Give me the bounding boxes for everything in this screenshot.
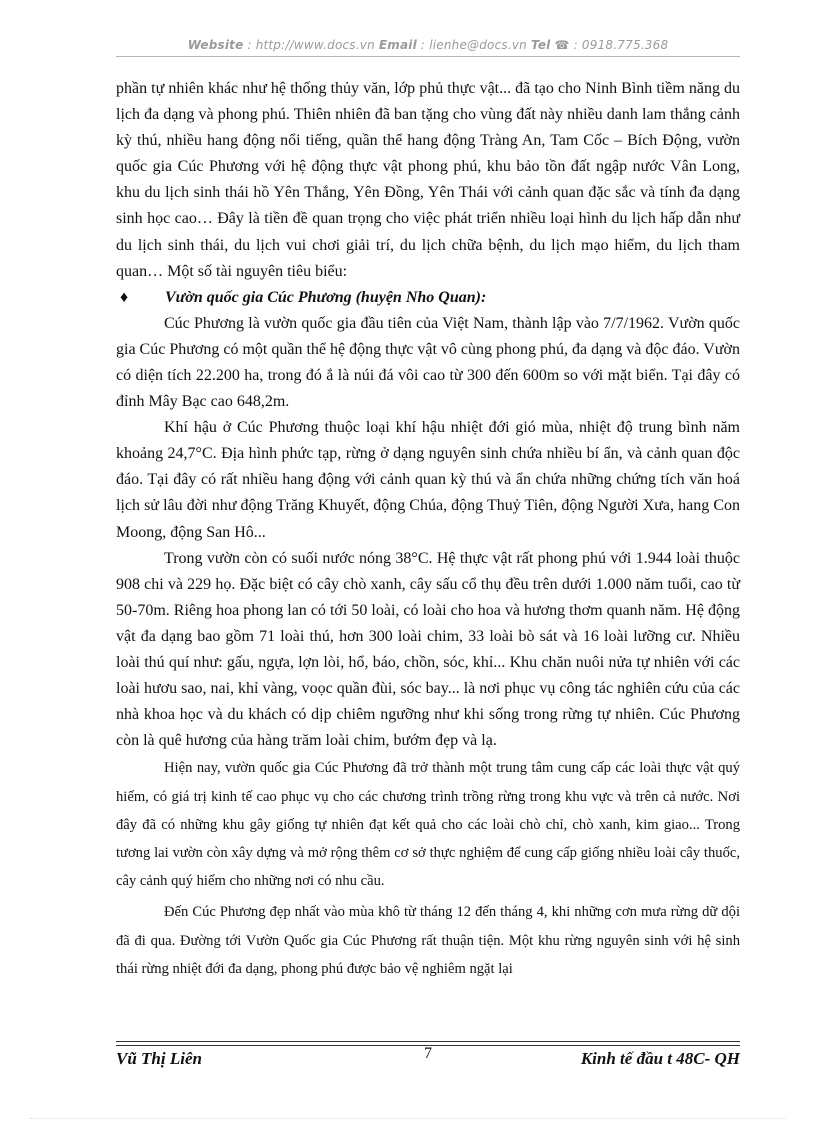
tel-value: : 0918.775.368 [569, 38, 669, 52]
paragraph-5: Đến Cúc Phương đẹp nhất vào mùa khô từ tháng 12 đến tháng 4, khi những cơn mưa rừng dữ dội đã đi qua. Đường tới Vườn Quốc gia Cúc Phương rất thuận tiện. Một khu rừng nguyên sinh với hệ sinh thái rừng nhiệt đới đa dạng, phong phú được bảo vệ nghiêm ngặt lại [116, 904, 740, 977]
paragraph-3: Trong vườn còn có suối nước nóng 38°C. Hệ thực vật rất phong phú với 1.944 loài thuộc 908 chi và 229 họ. Đặc biệt có cây chò xanh, cây sấu cổ thụ đều trên dưới 1.000 năm tuổi, cao từ 50-70m. Riêng hoa phong lan có tới 50 loài, có loài cho hoa và hương thơm quanh năm. Hệ động vật đa dạng bao gồm 71 loài thú, hơn 300 loài chim, 33 loài bò sát và 16 loài lưỡng cư. Nhiều loài thú quí như: gấu, ngựa, lợn lòi, hổ, báo, chồn, sóc, khỉ... Khu chăn nuôi nửa tự nhiên với các loài hươu sao, nai, khỉ vàng, voọc quần đùi, sóc bay... là nơi phục vụ công tác nghiên cứu của các nhà khoa học và du khách có dịp chiêm ngưỡng như khi sống trong rừng tự nhiên. Cúc Phương còn là quê hương của hàng trăm loài chim, bướm đẹp và lạ. [116, 549, 740, 750]
page-header [116, 38, 740, 52]
intro-paragraph: phần tự nhiên khác như hệ thống thủy văn, lớp phủ thực vật... đã tạo cho Ninh Bình tiềm năng du lịch đa dạng và phong phú. Thiên nhiên đã ban tặng cho vùng đất này nhiều danh lam thắng cảnh kỳ thú, nhiều hang động nổi tiếng, quần thể hang động Tràng An, Tam Cốc – Bích Động, vườn quốc gia Cúc Phương với hệ động thực vật phong phú, khu bảo tồn đất ngập nước Vân Long, khu du lịch sinh thái hồ Yên Thắng, Yên Đồng, Yên Thái với cảnh quan đặc sắc và tính đa dạng sinh học cao… Đây là tiền đề quan trọng cho việc phát triển nhiều loại hình du lịch hấp dẫn như du lịch sinh thái, du lịch vui chơi giải trí, du lịch chữa bệnh, du lịch mạo hiểm, du lịch tham quan… Một số tài nguyên tiêu biểu: [116, 80, 740, 280]
paragraph-2: Khí hậu ở Cúc Phương thuộc loại khí hậu nhiệt đới gió mùa, nhiệt độ trung bình năm khoảng 24,7°C. Địa hình phức tạp, rừng ở dạng nguyên sinh chứa nhiều bí ẩn, và cảnh quan độc đáo. Tại đây có rất nhiều hang động với cảnh quan kỳ thú và ẩn chứa những chứng tích văn hoá lịch sử lâu đời như động Trăng Khuyết, động Chúa, động Thuỷ Tiên, động Người Xưa, hang Con Moong, động San Hô... [116, 419, 740, 541]
paragraph-4: Hiện nay, vườn quốc gia Cúc Phương đã trở thành một trung tâm cung cấp các loài thực vật quý hiếm, có giá trị kinh tế cao phục vụ cho các chương trình trồng rừng trong khu vực và trên cả nước. Nơi đây đã có những khu gây giống tự nhiên đạt kết quả cho các loài chò chỉ, chò xanh, kim giao... Trong tương lai vườn còn xây dựng và mở rộng thêm cơ sở thực nghiệm để cung cấp giống nhiều loài cây thuốc, cây cảnh quý hiếm cho những nơi có nhu cầu. [116, 760, 740, 890]
tel-label: Tel [530, 38, 551, 52]
diamond-bullet-icon: ♦ [120, 288, 129, 306]
email-value: : lienhe@docs.vn [416, 38, 531, 52]
document-body [116, 76, 740, 983]
page-footer [116, 1045, 740, 1075]
section-heading [116, 285, 740, 311]
website-value: : http://www.docs.vn [243, 38, 379, 52]
footer-course: Kinh tế đầu t 48C- QH [580, 1049, 740, 1068]
section-title: Vườn quốc gia Cúc Phương (huyện Nho Quan): [165, 288, 487, 306]
footer-author: Vũ Thị Liên [116, 1049, 202, 1068]
header-divider [116, 56, 740, 57]
paragraph-1: Cúc Phương là vườn quốc gia đầu tiên của Việt Nam, thành lập vào 7/7/1962. Vườn quốc gia Cúc Phương có một quần thể hệ động thực vật vô cùng phong phú, đa dạng và độc đáo. Vườn có diện tích 22.200 ha, trong đó ắ là núi đá vôi cao từ 300 đến 600m so với mặt biển. Tại đây có đỉnh Mây Bạc cao 648,2m. [116, 314, 740, 411]
email-label: Email [378, 38, 417, 52]
phone-icon: ☎ [554, 38, 570, 52]
page-edge [30, 1118, 786, 1119]
website-label: Website [187, 38, 244, 52]
page-number: 7 [424, 1045, 432, 1062]
